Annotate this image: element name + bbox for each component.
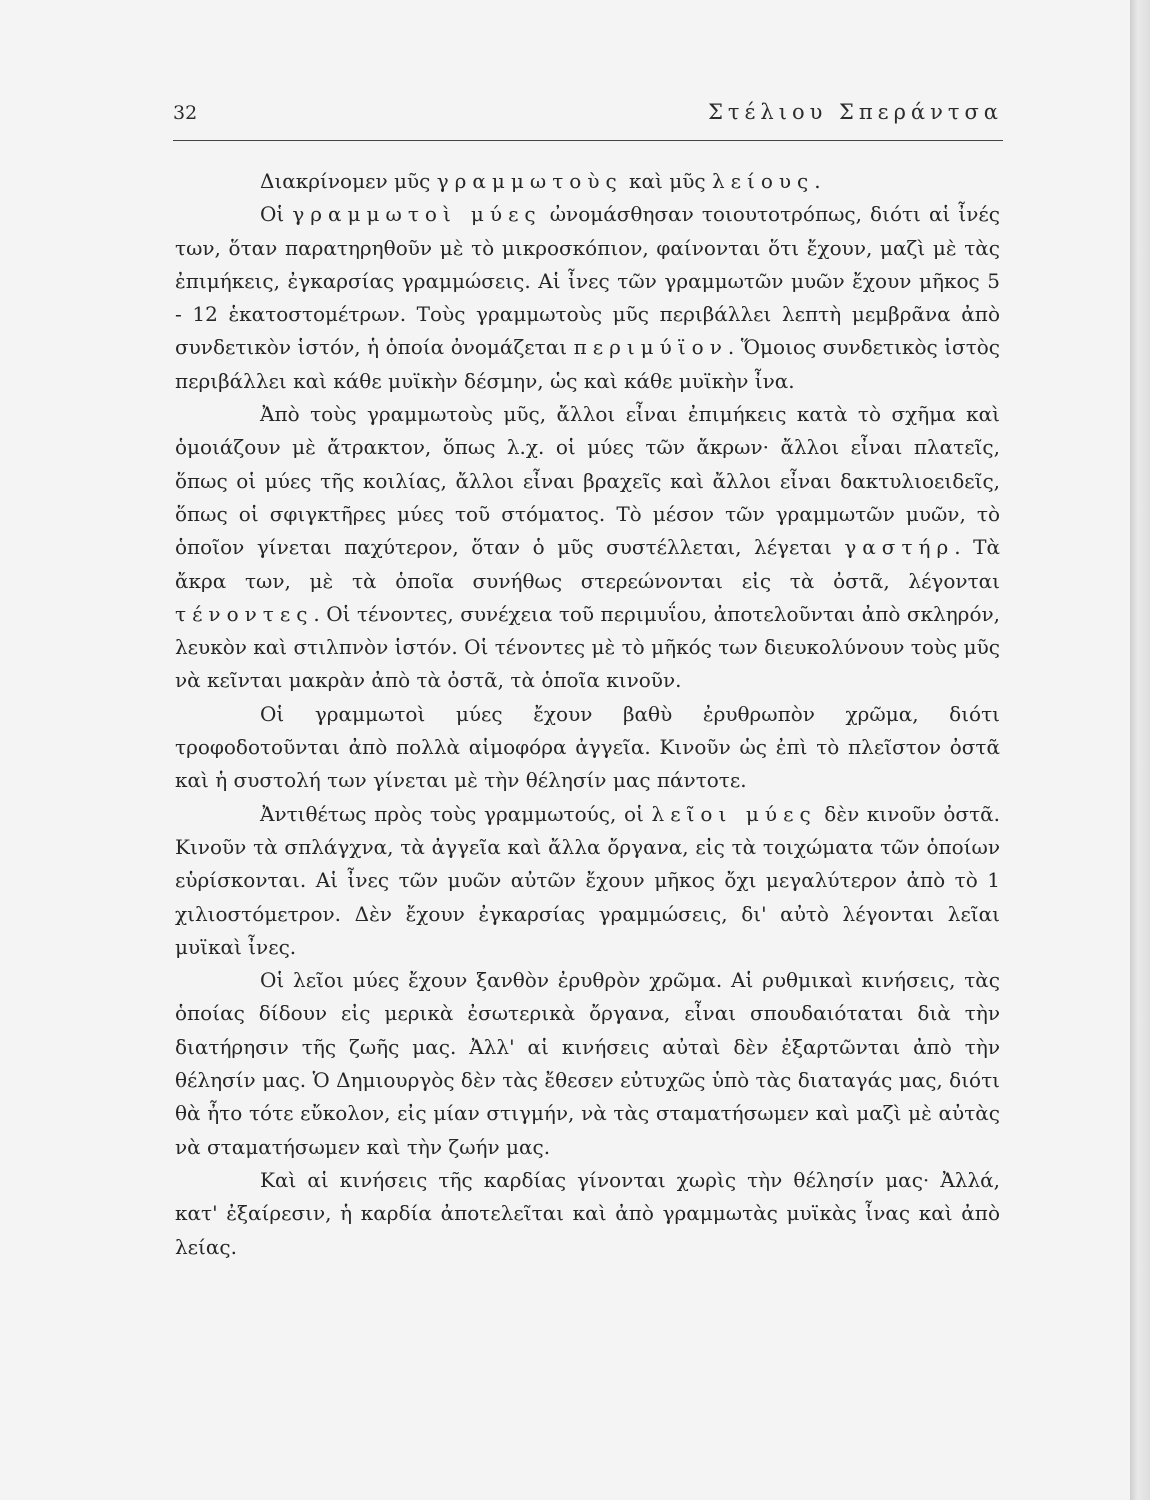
paragraph	[175, 964, 1000, 1164]
body-text	[175, 165, 1000, 1264]
paragraph	[175, 398, 1000, 698]
page-header	[173, 100, 1003, 141]
text-run: Οἱ λεῖοι μύες ἔχουν ξανθὸν ἐρυθρὸν χρῶμα. Αἱ ρυθμικαὶ κινήσεις, τὰς ὁποίας δίδουν εἰς μερικὰ ἐσωτερικὰ ὄργανα, εἶναι σπουδαιόταται διὰ τὴν διατήρησιν τῆς ζωῆς μας. Ἀλλ' αἱ κινήσεις αὐταὶ δὲν ἐξαρτῶνται ἀπὸ τὴν θέλησίν μας. Ὁ Δημιουργὸς δὲν τὰς ἔθεσεν εὐτυχῶς ὑπὸ τὰς διαταγάς μας, διότι θὰ ἦτο τότε εὔκολον, εἰς μίαν στιγμήν, νὰ τὰς σταματήσωμεν καὶ μαζὶ μὲ αὐτὰς νὰ σταματήσωμεν καὶ τὴν ζωήν μας.	[175, 968, 1000, 1159]
text-run: .	[814, 169, 821, 193]
paragraph	[175, 198, 1000, 398]
emphasized-term: γραμμωτοὶ μύες	[292, 202, 542, 227]
emphasized-term: περιμύϊον	[573, 335, 728, 360]
text-run: ὠνομάσθησαν τοιουτοτρόπως, διότι αἱ ἶνές των, ὅταν παρατηρηθοῦν μὲ τὸ μικροσκόπιον, φαίνονται ὅτι ἔχουν, μαζὶ μὲ τὰς ἐπιμήκεις, ἐγκαρσίας γραμμώσεις. Αἱ ἶνες τῶν γραμμωτῶν μυῶν ἔχουν μῆκος 5 - 12 ἑκατοστομέτρων. Τοὺς γραμμωτοὺς μῦς περιβάλλει λεπτὴ μεμβρᾶνα ἀπὸ συνδετικὸν ἱστόν, ἡ ὁποία ὀνομάζεται	[175, 202, 1000, 360]
page-number: 32	[173, 102, 198, 124]
text-run: δὲν κινοῦν ὀστᾶ. Κινοῦν τὰ σπλάγχνα, τὰ ἀγγεῖα καὶ ἄλλα ὄργανα, εἰς τὰ τοιχώματα τῶν ὁποίων εὑρίσκονται. Αἱ ἶνες τῶν μυῶν αὐτῶν ἔχουν μῆκος ὄχι μεγαλύτερον ἀπὸ τὸ 1 χιλιοστόμετρον. Δὲν ἔχουν ἐγκαρσίας γραμμώσεις, δι' αὐτὸ λέγονται λεῖαι μυϊκαὶ ἶνες.	[175, 801, 1000, 959]
paragraph	[175, 798, 1000, 964]
paragraph	[175, 1164, 1000, 1264]
running-head: Στέλιου Σπεράντσα	[708, 100, 1003, 124]
text-run: καὶ μῦς	[622, 169, 712, 193]
text-run: Ἀπὸ τοὺς γραμμωτοὺς μῦς, ἄλλοι εἶναι ἐπιμήκεις κατὰ τὸ σχῆμα καὶ ὁμοιάζουν μὲ ἄτρακτον, ὅπως λ.χ. οἱ μύες τῶν ἄκρων· ἄλλοι εἶναι πλατεῖς, ὅπως οἱ μύες τῆς κοιλίας, ἄλλοι εἶναι βραχεῖς καὶ ἄλλοι εἶναι δακτυλιοειδεῖς, ὅπως οἱ σφιγκτῆρες μύες τοῦ στόματος. Τὸ μέσον τῶν γραμμωτῶν μυῶν, τὸ ὁποῖον γίνεται παχύτερον, ὅταν ὁ μῦς συστέλλεται, λέγεται	[175, 402, 1000, 560]
emphasized-term: γαστήρ	[844, 535, 955, 560]
paragraph	[175, 165, 1000, 198]
emphasized-term: γραμμωτοὺς	[436, 169, 623, 193]
emphasized-term: τένοντες	[175, 601, 314, 626]
emphasized-term: λεῖοι μύες	[651, 801, 817, 826]
emphasized-term: λείους	[711, 169, 815, 193]
text-run: Οἱ γραμμωτοὶ μύες ἔχουν βαθὺ ἐρυθρωπὸν χρῶμα, διότι τροφοδοτοῦνται ἀπὸ πολλὰ αἱμοφόρα ἀγγεῖα. Κινοῦν ὡς ἐπὶ τὸ πλεῖστον ὀστᾶ καὶ ἡ συστολή των γίνεται μὲ τὴν θέλησίν μας πάντοτε.	[175, 701, 1000, 793]
text-run: Ἀντιθέτως πρὸς τοὺς γραμμωτούς, οἱ	[260, 801, 652, 826]
text-run: . Ὅμοιος συνδετικὸς ἱστὸς περιβάλλει καὶ κάθε μυϊκὴν δέσμην, ὡς καὶ κάθε μυϊκὴν ἶνα.	[175, 335, 1001, 393]
scan-right-edge	[1130, 0, 1150, 1500]
text-run: . Οἱ τένοντες, συνέχεια τοῦ περιμυΐου, ἀποτελοῦνται ἀπὸ σκληρόν, λευκὸν καὶ στιλπνὸν ἱστόν. Οἱ τένοντες μὲ τὸ μῆκός των διευκολύνουν τοὺς μῦς νὰ κεῖνται μακρὰν ἀπὸ τὰ ὀστᾶ, τὰ ὁποῖα κινοῦν.	[175, 601, 1000, 693]
text-run: Οἱ	[260, 202, 293, 227]
text-run: Καὶ αἱ κινήσεις τῆς καρδίας γίνονται χωρὶς τὴν θέλησίν μας· Ἀλλά, κατ' ἐξαίρεσιν, ἡ καρδία ἀποτελεῖται καὶ ἀπὸ γραμμωτὰς μυϊκὰς ἶνας καὶ ἀπὸ λείας.	[175, 1167, 1000, 1259]
text-run: . Τὰ ἄκρα των, μὲ τὰ ὁποῖα συνήθως στερεώνονται εἰς τὰ ὀστᾶ, λέγονται	[175, 535, 1000, 593]
text-run: Διακρίνομεν μῦς	[260, 169, 437, 193]
paragraph	[175, 698, 1000, 798]
